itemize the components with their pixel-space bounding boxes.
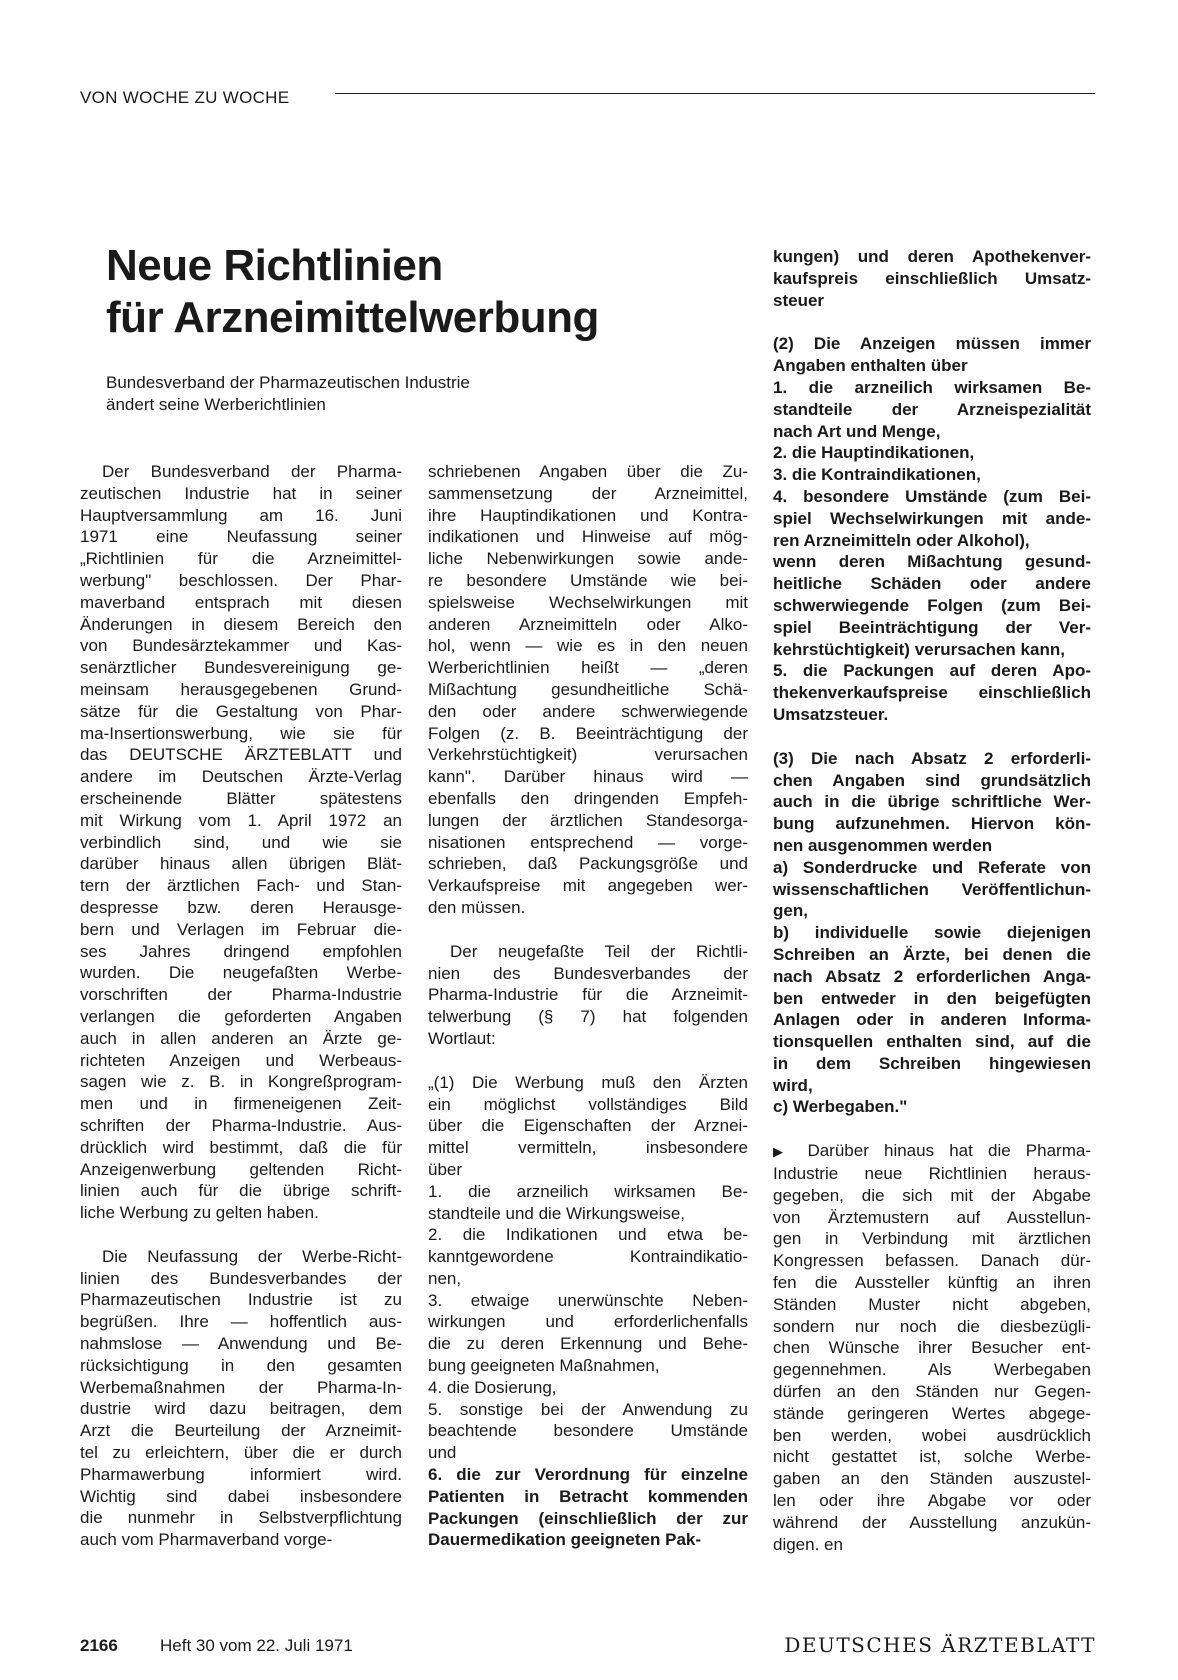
text-line: tel zu erleichtern, über die er durch bbox=[80, 1443, 402, 1463]
text-line: b) individuelle sowie diejenigen bbox=[773, 923, 1091, 943]
text-line: begrüßen. Ihre — hoffentlich aus- bbox=[80, 1312, 402, 1332]
text-line: standteile der Arzneispezialität bbox=[773, 399, 1091, 419]
text-line: in dem Schreiben hingewiesen bbox=[773, 1053, 1091, 1073]
text-line: Folgen (z. B. Beeinträchtigung der bbox=[428, 723, 748, 743]
page-number: 2166 bbox=[80, 1636, 118, 1655]
text-line: Hauptversammlung am 16. Juni bbox=[80, 505, 402, 525]
text-line: Umsatzsteuer. bbox=[773, 704, 889, 724]
text-line: spiel Wechselwirkungen mit ande- bbox=[773, 508, 1091, 528]
text-line: a) Sonderdrucke und Referate von bbox=[773, 857, 1091, 877]
text-line: schrieben, daß Packungsgröße und bbox=[428, 854, 748, 874]
text-line: len oder ihre Abgabe vor oder bbox=[773, 1491, 1091, 1511]
text-line: bung aufzunehmen. Hiervon kön- bbox=[773, 814, 1091, 834]
paragraph-gap bbox=[428, 1050, 748, 1072]
text-line: Der neugefaßte Teil der Richtli- bbox=[450, 941, 748, 961]
text-line: liche Werbung zu gelten haben. bbox=[80, 1203, 319, 1223]
text-line: die nunmehr in Selbstverpflichtung bbox=[80, 1508, 402, 1528]
text-line: linien des Bundesverbandes der bbox=[80, 1268, 402, 1288]
text-line: Angaben enthalten über bbox=[773, 356, 968, 376]
text-line: „(1) Die Werbung muß den Ärzten bbox=[428, 1072, 748, 1092]
text-line: das DEUTSCHE ÄRZTEBLATT und bbox=[80, 745, 402, 765]
text-line: senärztlicher Bundesvereinigung ge- bbox=[80, 658, 402, 678]
text-line: auch in die übrige schriftliche Wer- bbox=[773, 792, 1091, 812]
text-line: dürfen an den Ständen nur Gegen- bbox=[773, 1382, 1091, 1402]
text-line: den oder andere schwerwiegende bbox=[428, 701, 748, 721]
text-line: bern und Verlagen im Februar die- bbox=[80, 919, 402, 939]
text-line: chen Angaben sind grundsätzlich bbox=[773, 770, 1091, 790]
section-header: VON WOCHE ZU WOCHE bbox=[80, 88, 290, 107]
title-line: Neue Richtlinien bbox=[106, 241, 443, 290]
line-text: Darüber hinaus hat die Pharma- bbox=[807, 1141, 1091, 1161]
text-line: 4. besondere Umstände (zum Bei- bbox=[773, 486, 1091, 506]
text-line: spiel Beeinträchtigung der Ver- bbox=[773, 617, 1091, 637]
text-line: gegennehmen. Als Werbegaben bbox=[773, 1360, 1091, 1380]
text-line: linien auch für die übrige schrift- bbox=[80, 1181, 402, 1201]
text-line: thekenverkaufspreise einschließlich bbox=[773, 683, 1091, 703]
text-line: andere im Deutschen Ärzte-Verlag bbox=[80, 767, 402, 787]
text-line: Patienten in Betracht kommenden bbox=[428, 1486, 748, 1506]
text-line: standteile und die Wirkungsweise, bbox=[428, 1203, 686, 1223]
paragraph-gap bbox=[773, 726, 1091, 748]
text-line: Industrie neue Richtlinien heraus- bbox=[773, 1164, 1091, 1184]
text-line: (2) Die Anzeigen müssen immer bbox=[773, 334, 1091, 354]
article-title bbox=[106, 240, 599, 344]
text-line: 6. die zur Verordnung für einzelne bbox=[428, 1465, 748, 1485]
text-line: Die Neufassung der Werbe-Richt- bbox=[102, 1246, 402, 1266]
text-line: fen die Aussteller künftig an ihren bbox=[773, 1273, 1091, 1293]
paragraph-gap bbox=[428, 919, 748, 941]
subtitle-line: Bundesverband der Pharmazeutischen Industrie bbox=[106, 373, 470, 392]
text-line: schriebenen Angaben über die Zu- bbox=[428, 462, 748, 481]
article-subtitle bbox=[106, 372, 470, 416]
text-line: Dauermedikation geeigneten Pak- bbox=[428, 1530, 702, 1550]
text-line: ma-Insertionswerbung, wie sie für bbox=[80, 723, 402, 743]
text-line: Arzt die Beurteilung der Arzneimit- bbox=[80, 1421, 402, 1441]
text-line: drücklich wird bestimmt, daß die für bbox=[80, 1137, 402, 1157]
text-line: über bbox=[428, 1159, 463, 1179]
text-line: 3. die Kontraindikationen, bbox=[773, 465, 981, 485]
text-line: werbung" beschlossen. Der Phar- bbox=[80, 570, 402, 590]
column-2 bbox=[428, 461, 748, 1551]
text-line: und bbox=[428, 1443, 457, 1463]
text-line: 3. etwaige unerwünschte Neben- bbox=[428, 1290, 748, 1310]
text-line: gaben an den Ständen auszustel- bbox=[773, 1469, 1091, 1489]
text-line: von Ärztemustern auf Ausstellun- bbox=[773, 1207, 1091, 1227]
text-line: re besondere Umstände wie bei- bbox=[428, 570, 748, 590]
text-line: tern der ärztlichen Fach- und Stan- bbox=[80, 876, 402, 896]
text-line: 1. die arzneilich wirksamen Be- bbox=[773, 377, 1091, 397]
text-line: ren Arzneimitteln oder Alkohol), bbox=[773, 530, 1030, 550]
text-line: heitliche Schäden oder andere bbox=[773, 574, 1091, 594]
text-line: beachtende besondere Umstände bbox=[428, 1421, 748, 1441]
text-line: Kongressen befassen. Danach dür- bbox=[773, 1251, 1091, 1271]
text-line: von Bundesärztekammer und Kas- bbox=[80, 636, 402, 656]
subtitle-line: ändert seine Werberichtlinien bbox=[106, 395, 326, 414]
text-line: ihre Hauptindikationen und Kontra- bbox=[428, 505, 748, 525]
text-line: verlangen die geforderten Angaben bbox=[80, 1006, 402, 1026]
text-line: vorschriften der Pharma-Industrie bbox=[80, 985, 402, 1005]
text-line: meinsam herausgegebenen Grund- bbox=[80, 679, 402, 699]
text-line: liche Nebenwirkungen sowie ande- bbox=[428, 549, 748, 569]
text-line: während der Ausstellung anzukün- bbox=[773, 1512, 1091, 1532]
text-line: (3) Die nach Absatz 2 erforderli- bbox=[773, 748, 1091, 768]
text-line: kanntgewordene Kontraindikatio- bbox=[428, 1247, 748, 1267]
text-line: 1. die arzneilich wirksamen Be- bbox=[428, 1181, 748, 1201]
text-line: Ständen Muster nicht abgeben, bbox=[773, 1294, 1091, 1314]
text-line: gen, bbox=[773, 901, 808, 921]
text-line: Anlagen oder in anderen Informa- bbox=[773, 1010, 1091, 1030]
text-line: nach Absatz 2 erforderlichen Anga- bbox=[773, 966, 1091, 986]
text-line: nen, bbox=[428, 1268, 462, 1288]
text-line: schriften der Pharma-Industrie. Aus- bbox=[80, 1115, 402, 1135]
text-line: Packungen (einschließlich der zur bbox=[428, 1508, 748, 1528]
text-line: Wichtig sind dabei insbesondere bbox=[80, 1486, 402, 1506]
journal-name: DEUTSCHES ÄRZTEBLATT bbox=[784, 1633, 1096, 1657]
text-line: Werbemaßnahmen der Pharma-In- bbox=[80, 1377, 402, 1397]
text-line: wird, bbox=[773, 1075, 813, 1095]
text-line: steuer bbox=[773, 290, 825, 310]
text-line: mittel vermitteln, insbesondere bbox=[428, 1138, 748, 1158]
text-line: nisationen entsprechend — vorge- bbox=[428, 832, 748, 852]
text-line: bung geeigneten Maßnahmen, bbox=[428, 1356, 660, 1376]
text-line: 1971 eine Neufassung seiner bbox=[80, 527, 402, 547]
text-line: auch vom Pharmaverband vorge- bbox=[80, 1530, 333, 1550]
text-line: 5. sonstige bei der Anwendung zu bbox=[428, 1399, 748, 1419]
text-line: auch in allen anderen an Ärzte ge- bbox=[80, 1028, 402, 1048]
text-line: über die Eigenschaften der Arznei- bbox=[428, 1116, 748, 1136]
text-line: maverband entsprach mit diesen bbox=[80, 592, 402, 612]
text-line: spielsweise Wechselwirkungen mit bbox=[428, 592, 748, 612]
text-line: nen ausgenommen werden bbox=[773, 835, 993, 855]
text-line: sätze für die Gestaltung von Phar- bbox=[80, 701, 402, 721]
text-line: ein möglichst vollständiges Bild bbox=[428, 1094, 748, 1114]
text-line: wurden. Die neugefaßten Werbe- bbox=[80, 963, 402, 983]
text-line: richteten Anzeigen und Werbeaus- bbox=[80, 1050, 402, 1070]
text-line: gen in Verbindung mit ärztlichen bbox=[773, 1229, 1091, 1249]
text-line: men und in firmeneigenen Zeit- bbox=[80, 1094, 402, 1114]
text-line: ses Jahres dringend empfohlen bbox=[80, 941, 402, 961]
text-line: Verkehrstüchtigkeit) verursachen bbox=[428, 745, 748, 765]
text-line: 5. die Packungen auf deren Apo- bbox=[773, 661, 1091, 681]
text-line: nicht gestattet ist, solche Werbe- bbox=[773, 1447, 1091, 1467]
paragraph-gap bbox=[80, 1224, 402, 1246]
text-line: Pharmazeutischen Industrie ist zu bbox=[80, 1290, 402, 1310]
text-line: Pharmawerbung informiert wird. bbox=[80, 1464, 402, 1484]
text-line: 2. die Hauptindikationen, bbox=[773, 443, 975, 463]
text-line: Schreiben an Ärzte, bei denen die bbox=[773, 944, 1091, 964]
text-line: gegeben, die sich mit der Abgabe bbox=[773, 1185, 1091, 1205]
text-line: den müssen. bbox=[428, 897, 526, 917]
text-line: kaufspreis einschließlich Umsatz- bbox=[773, 268, 1091, 288]
text-line: indikationen und Hinweise auf mög- bbox=[428, 527, 748, 547]
text-line: rücksichtigung in den gesamten bbox=[80, 1355, 402, 1375]
column-3 bbox=[773, 246, 1091, 1555]
text-line: „Richtlinien für die Arzneimittel- bbox=[80, 549, 402, 569]
text-line: sagen wie z. B. in Kongreßprogram- bbox=[80, 1072, 402, 1092]
text-line: nahmslose — Anwendung und Be- bbox=[80, 1334, 402, 1354]
issue-info: Heft 30 vom 22. Juli 1971 bbox=[160, 1636, 353, 1655]
text-line: stände geringeren Wertes abgege- bbox=[773, 1403, 1091, 1423]
header-rule bbox=[335, 93, 1095, 94]
text-line: despresse bzw. deren Herausge- bbox=[80, 897, 402, 917]
text-line: Wortlaut: bbox=[428, 1028, 496, 1048]
text-line: Anzeigenwerbung geltenden Richt- bbox=[80, 1159, 402, 1179]
text-line: 4. die Dosierung, bbox=[428, 1377, 557, 1397]
text-line: kungen) und deren Apothekenver- bbox=[773, 247, 1091, 266]
text-line: mit Wirkung vom 1. April 1972 an bbox=[80, 810, 402, 830]
text-line: Mißachtung gesundheitliche Schä- bbox=[428, 679, 748, 699]
text-line: nien des Bundesverbandes der bbox=[428, 963, 748, 983]
text-line: kehrstüchtigkeit) verursachen kann, bbox=[773, 639, 1065, 659]
text-line: chen Wünsche ihrer Besucher ent- bbox=[773, 1338, 1091, 1358]
column-1 bbox=[80, 461, 402, 1551]
text-line: ben entweder in den beigefügten bbox=[773, 988, 1091, 1008]
text-line: sammensetzung der Arzneimittel, bbox=[428, 483, 748, 503]
text-line: die zu deren Erkennung und Behe- bbox=[428, 1334, 748, 1354]
triangle-bullet-icon: ▶ bbox=[773, 1144, 808, 1160]
text-line: ben werden, wobei ausdrücklich bbox=[773, 1425, 1091, 1445]
paragraph-gap bbox=[773, 311, 1091, 333]
text-line: Pharma-Industrie für die Arzneimit- bbox=[428, 985, 748, 1005]
text-line: Der Bundesverband der Pharma- bbox=[102, 462, 402, 481]
text-line: ebenfalls den dringenden Empfeh- bbox=[428, 788, 748, 808]
text-line: dustrie wird dazu beitragen, dem bbox=[80, 1399, 402, 1419]
text-line: Änderungen in diesem Bereich den bbox=[80, 614, 402, 634]
text-line: wenn deren Mißachtung gesund- bbox=[773, 552, 1091, 572]
text-line: erscheinende Blätter spätestens bbox=[80, 788, 402, 808]
text-line: telwerbung (§ 7) hat folgenden bbox=[428, 1007, 748, 1027]
text-line: darüber hinaus allen übrigen Blät- bbox=[80, 854, 402, 874]
text-line: hol, wenn — wie es in den neuen bbox=[428, 636, 748, 656]
text-line bbox=[773, 1140, 1091, 1163]
text-line: nach Art und Menge, bbox=[773, 421, 941, 441]
text-line: Werberichtlinien heißt — „deren bbox=[428, 658, 748, 678]
text-line: Verkaufspreise mit angegeben wer- bbox=[428, 876, 748, 896]
text-line: anderen Arzneimitteln oder Alko- bbox=[428, 614, 748, 634]
text-line: c) Werbegaben." bbox=[773, 1097, 908, 1117]
text-line: zeutischen Industrie hat in seiner bbox=[80, 483, 402, 503]
text-line: digen. en bbox=[773, 1534, 843, 1554]
text-line: sondern nur noch die diesbezügli- bbox=[773, 1316, 1091, 1336]
text-line: 2. die Indikationen und etwa be- bbox=[428, 1225, 748, 1245]
text-line: schwerwiegende Folgen (zum Bei- bbox=[773, 595, 1091, 615]
text-line: kann". Darüber hinaus wird — bbox=[428, 767, 748, 787]
text-line: tionsquellen enthalten sind, auf die bbox=[773, 1032, 1091, 1052]
title-line: für Arzneimittelwerbung bbox=[106, 293, 599, 342]
text-line: wirkungen und erforderlichenfalls bbox=[428, 1312, 748, 1332]
paragraph-gap bbox=[773, 1118, 1091, 1140]
text-line: lungen der ärztlichen Standesorga- bbox=[428, 810, 748, 830]
text-line: verbindlich sind, und wie sie bbox=[80, 832, 402, 852]
text-line: wissenschaftlichen Veröffentlichun- bbox=[773, 879, 1091, 899]
